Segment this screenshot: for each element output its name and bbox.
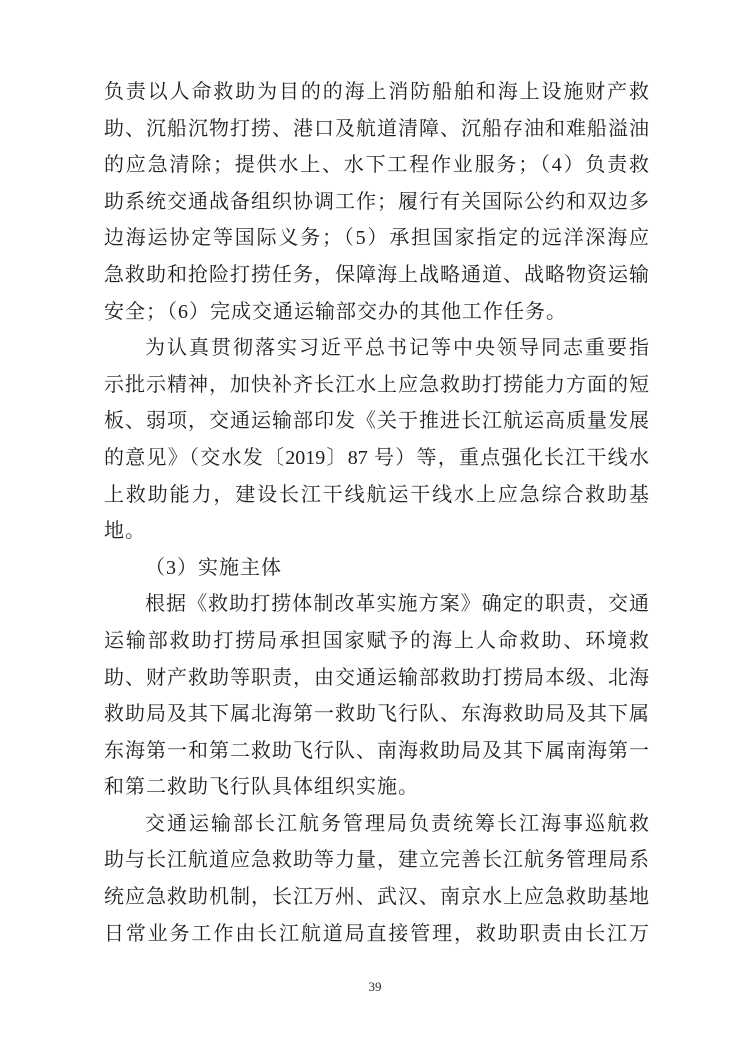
text-line: 地。	[104, 520, 146, 543]
text-line: 根据《救助打捞体制改革实施方案》确定的职责，交通	[145, 593, 649, 616]
section-heading: （3）实施主体	[145, 556, 282, 579]
text-line: 助、沉船沉物打捞、港口及航道清障、沉船存油和难船溢油	[104, 117, 649, 140]
text-line: 的意见》（交水发〔2019〕87 号）等，重点强化长江干线水	[104, 446, 649, 469]
text-line: 助系统交通战备组织协调工作；履行有关国际公约和双边多	[104, 190, 649, 213]
text-line: 和第二救助飞行队具体组织实施。	[104, 776, 419, 799]
text-line: 交通运输部长江航务管理局负责统筹长江海事巡航救	[145, 812, 649, 835]
text-line: 上救助能力，建设长江干线航运干线水上应急综合救助基	[104, 483, 649, 506]
text-line: 负责以人命救助为目的的海上消防船舶和海上设施财产救	[104, 81, 649, 103]
text-line: 急救助和抢险打捞任务，保障海上战略通道、战略物资运输	[104, 263, 649, 286]
text-line: 边海运协定等国际义务；（5）承担国家指定的远洋深海应	[104, 227, 649, 250]
text-line: 运输部救助打捞局承担国家赋予的海上人命救助、环境救	[104, 629, 649, 652]
text-line: 助、财产救助等职责，由交通运输部救助打捞局本级、北海	[104, 666, 649, 689]
text-line: 统应急救助机制，长江万州、武汉、南京水上应急救助基地	[104, 886, 649, 909]
text-line: 东海第一和第二救助飞行队、南海救助局及其下属南海第一	[104, 739, 649, 762]
text-line: 的应急清除；提供水上、水下工程作业服务；（4）负责救	[104, 154, 649, 177]
page-number: 39	[368, 979, 382, 994]
text-line: 板、弱项，交通运输部印发《关于推进长江航运高质量发展	[104, 410, 649, 433]
text-line: 为认真贯彻落实习近平总书记等中央领导同志重要指	[145, 337, 649, 360]
text-line: 助与长江航道应急救助等力量，建立完善长江航务管理局系	[104, 849, 649, 872]
text-line: 示批示精神，加快补齐长江水上应急救助打捞能力方面的短	[104, 373, 649, 396]
text-line: 日常业务工作由长江航道局直接管理，救助职责由长江万	[104, 922, 649, 945]
text-block	[104, 74, 649, 952]
text-line: 安全；（6）完成交通运输部交办的其他工作任务。	[104, 300, 567, 323]
text-line: 救助局及其下属北海第一救助飞行队、东海救助局及其下属	[104, 703, 649, 726]
